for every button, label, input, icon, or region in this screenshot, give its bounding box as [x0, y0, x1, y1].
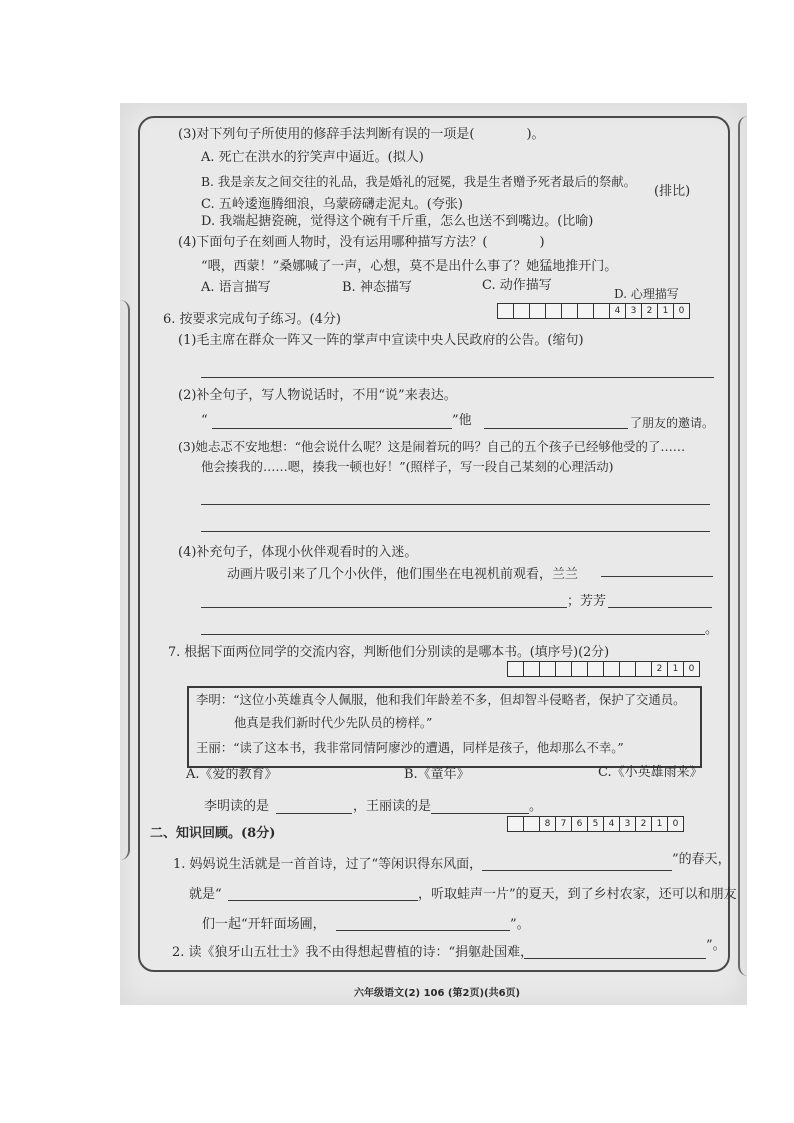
section-2-title: 二、知识回顾。(8分) [150, 826, 276, 841]
s2-q1-line-3: 们一起“开轩面场圃， [202, 917, 326, 932]
left-page-edge [120, 300, 130, 860]
score-cell: 1 [667, 661, 684, 677]
q6-2-open-quote: “ [201, 413, 208, 428]
q7-answer-liming-label: 李明读的是 [204, 799, 270, 814]
q6-4-blank-4[interactable] [201, 634, 705, 635]
score-cell [497, 303, 514, 319]
q5-3-option-b-tag: (排比) [654, 184, 691, 199]
q7-answer-wangli-label: ，王丽读的是 [353, 799, 432, 814]
q6-2-end: 了朋友的邀请。 [630, 416, 715, 430]
q6-4-prompt: (4)补充句子，体现小伙伴观看时的入迷。 [178, 545, 418, 560]
q6-1-answer-line[interactable] [201, 377, 714, 378]
score-cell: 2 [651, 661, 668, 677]
score-cell: 1 [651, 816, 668, 832]
score-cell: 0 [673, 303, 690, 319]
q6-3-answer-line-2[interactable] [201, 531, 710, 532]
s2-q1-line-1: 1. 妈妈说生活就是一首首诗，过了“等闲识得东风面， [173, 857, 483, 872]
q5-4-option-b: B. 神态描写 [342, 280, 412, 295]
score-cell: 2 [635, 816, 652, 832]
section-2-score-box [508, 816, 684, 832]
right-page-edge [738, 116, 750, 976]
q6-4-blank-1[interactable] [601, 576, 713, 577]
score-cell: 1 [657, 303, 674, 319]
score-cell: 7 [555, 816, 572, 832]
s2-q2-end: ”。 [706, 938, 726, 953]
score-cell [603, 661, 620, 677]
q5-4-quote: “喂，西蒙！”桑娜喊了一声，心想，莫不是出什么事了？她猛地推开门。 [201, 259, 618, 274]
score-cell [523, 816, 540, 832]
q7-answer-end: 。 [529, 799, 543, 814]
score-cell [635, 661, 652, 677]
q6-4-blank-3[interactable] [608, 607, 712, 608]
score-cell [561, 303, 578, 319]
score-cell [513, 303, 530, 319]
s2-q1-blank-3[interactable] [336, 930, 510, 931]
q7-score-box [508, 661, 700, 677]
s2-q2-blank[interactable] [524, 958, 706, 959]
q6-title: 6. 按要求完成句子练习。(4分) [163, 312, 341, 327]
score-cell [577, 303, 594, 319]
score-cell: 0 [667, 816, 684, 832]
score-cell [571, 661, 588, 677]
q7-title: 7. 根据下面两位同学的交流内容，判断他们分别读的是哪本书。(填序号)(2分) [168, 645, 610, 660]
score-cell [507, 661, 524, 677]
score-cell [523, 661, 540, 677]
q7-liming-line-1: 李明：“这位小英雄真令人佩服，他和我们年龄差不多，但却智斗侵略者，保护了交通员。 [196, 692, 686, 707]
q5-3-option-d: D. 我端起搪瓷碗，觉得这个碗有千斤重，怎么也送不到嘴边。(比喻) [201, 214, 594, 229]
score-cell: 2 [641, 303, 658, 319]
q6-2-mid: ”他 [452, 413, 472, 428]
q7-option-a: A.《爱的教育》 [186, 767, 278, 782]
q7-answer-liming-blank[interactable] [276, 813, 352, 814]
q6-3-line-2: 他会揍我的……嗯，揍我一顿也好！”(照样子，写一段自己某刻的心理活动) [201, 459, 614, 474]
q6-2-blank-2[interactable] [484, 428, 628, 429]
page-footer: 六年级语文(2) 106 (第2页)(共6页) [354, 988, 521, 999]
q6-2-blank-1[interactable] [212, 428, 452, 429]
q6-4-line-1: 动画片吸引来了几个小伙伴，他们围坐在电视机前观看，兰兰 [227, 567, 579, 582]
score-cell [555, 661, 572, 677]
q6-3-line-1: (3)她忐忑不安地想：“他会说什么呢？这是闹着玩的吗？自己的五个孩子已经够他受的了…… [178, 439, 686, 454]
score-cell: 3 [619, 816, 636, 832]
score-cell: 6 [571, 816, 588, 832]
q7-option-b: B.《童年》 [404, 767, 470, 782]
score-cell: 3 [625, 303, 642, 319]
score-cell [539, 661, 556, 677]
q6-4-blank-2[interactable] [201, 607, 567, 608]
s2-q1-line-2-start: 就是“ [189, 887, 222, 902]
q5-4-option-d: D. 心理描写 [614, 287, 679, 301]
q5-4-option-a: A. 语言描写 [201, 280, 271, 295]
q6-2-prompt: (2)补全句子，写人物说话时，不用“说”来表达。 [178, 388, 457, 403]
s2-q1-blank-1[interactable] [482, 870, 672, 871]
score-cell [619, 661, 636, 677]
score-cell: 0 [683, 661, 700, 677]
q6-4-line-2-end: ；芳芳 [567, 594, 607, 609]
q7-answer-wangli-blank[interactable] [431, 813, 529, 814]
score-cell: 5 [587, 816, 604, 832]
s2-q1-line-3-end: ”。 [510, 917, 530, 932]
score-cell: 8 [539, 816, 556, 832]
q6-3-answer-line-1[interactable] [201, 504, 710, 505]
s2-q1-blank-2[interactable] [228, 900, 418, 901]
q7-option-c: C.《小英雄雨来》 [598, 765, 703, 780]
s2-q2-line: 2. 读《狼牙山五壮士》我不由得想起曹植的诗：“捐躯赴国难， [172, 945, 534, 960]
q6-4-line-3-end: 。 [705, 622, 719, 637]
q5-3-option-b: B. 我是亲友之间交往的礼品，我是婚礼的冠冕，我是生者赠予死者最后的祭献。 [201, 175, 636, 189]
score-cell: 4 [603, 816, 620, 832]
s2-q1-line-1-end: ”的春天， [672, 852, 731, 867]
score-cell [545, 303, 562, 319]
score-cell [507, 816, 524, 832]
q5-3-stem: (3)对下列句子所使用的修辞手法判断有误的一项是( )。 [178, 127, 545, 142]
score-cell [593, 303, 610, 319]
q6-score-box [498, 303, 690, 319]
q7-wangli-line: 王丽：“读了这本书，我非常同情阿廖沙的遭遇，同样是孩子，他却那么不幸。” [196, 740, 624, 755]
s2-q1-line-2-mid: ，听取蛙声一片”的夏天，到了乡村农家，还可以和朋友 [418, 887, 737, 902]
q6-1-prompt: (1)毛主席在群众一阵又一阵的掌声中宣读中央人民政府的公告。(缩句) [178, 333, 584, 348]
score-cell [587, 661, 604, 677]
score-cell: 4 [609, 303, 626, 319]
q5-4-stem: (4)下面句子在刻画人物时，没有运用哪种描写方法？( ) [178, 235, 545, 250]
q7-liming-line-2: 他真是我们新时代少先队员的榜样。” [234, 715, 433, 730]
q5-3-option-c: C. 五岭逶迤腾细浪，乌蒙磅礴走泥丸。(夸张) [201, 197, 463, 212]
q5-3-option-a: A. 死亡在洪水的狞笑声中逼近。(拟人) [201, 150, 424, 165]
score-cell [529, 303, 546, 319]
q5-4-option-c: C. 动作描写 [482, 278, 552, 293]
